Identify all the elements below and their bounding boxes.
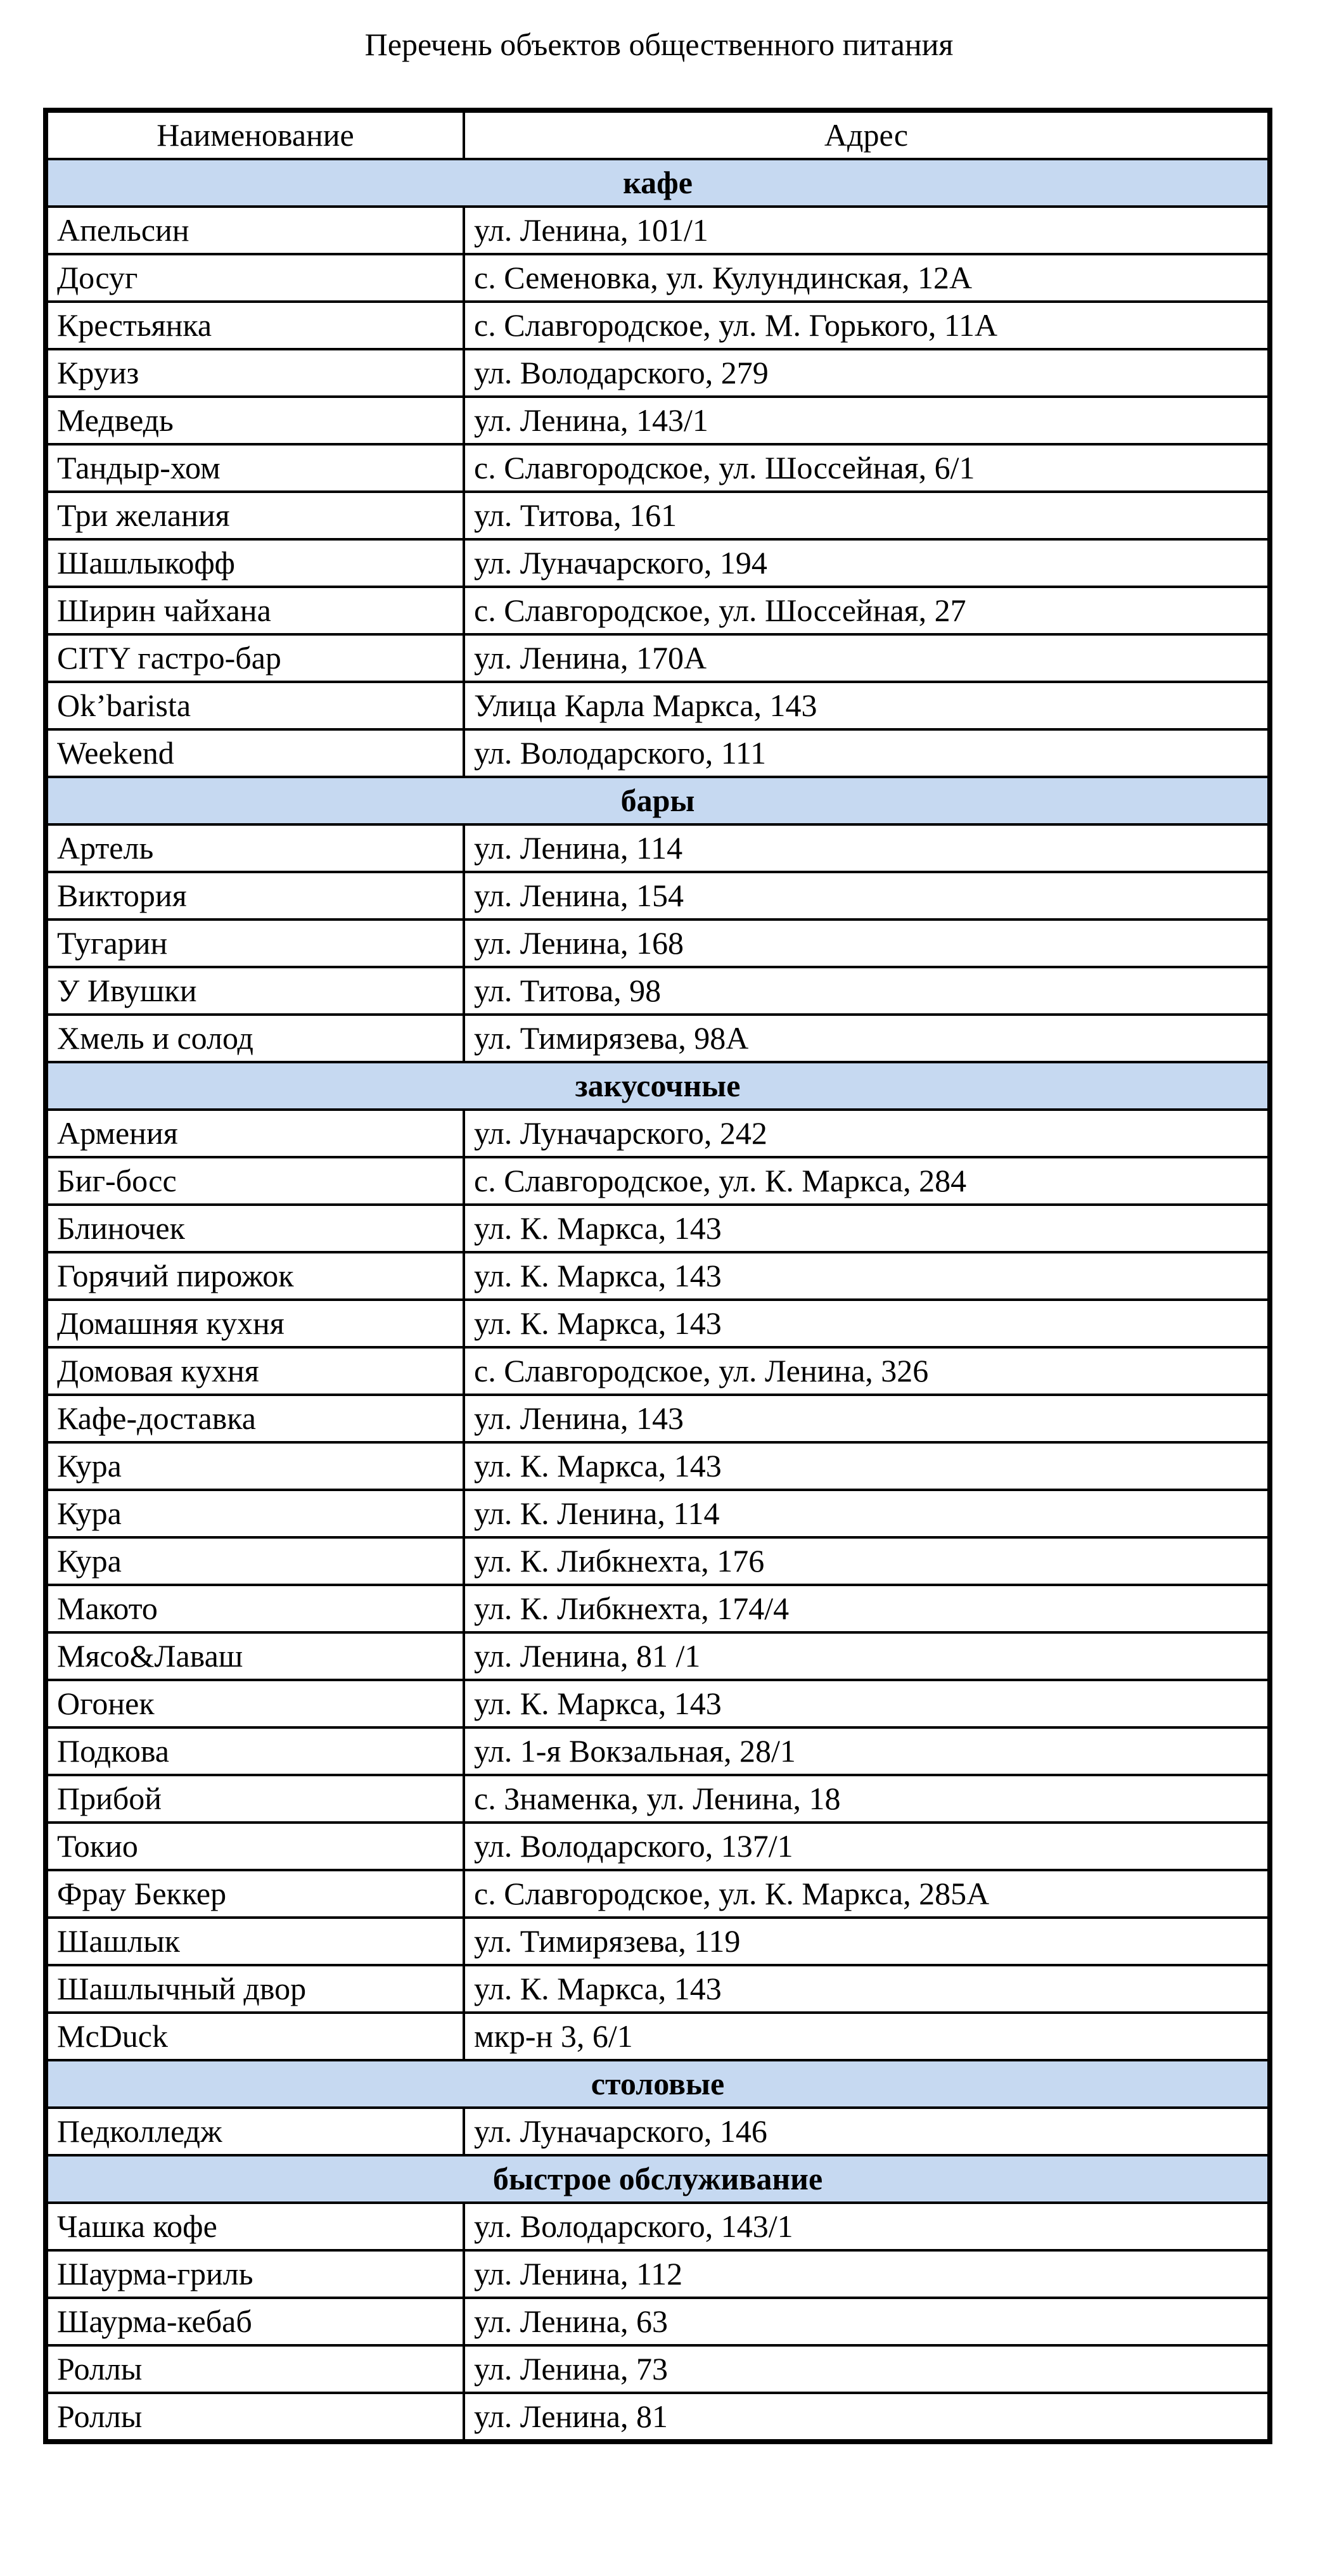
section-heading: кафе [46, 159, 1270, 207]
cell-address: с. Славгородское, ул. Ленина, 326 [464, 1347, 1270, 1395]
table-row [46, 2250, 1270, 2298]
section-row [46, 2060, 1270, 2108]
section-row [46, 159, 1270, 207]
cell-name: Артель [46, 824, 464, 872]
cell-address: ул. Ленина, 63 [464, 2298, 1270, 2345]
table-row [46, 2298, 1270, 2345]
table-row [46, 444, 1270, 492]
cell-address: с. Семеновка, ул. Кулундинская, 12А [464, 254, 1270, 302]
cell-name: Подкова [46, 1727, 464, 1775]
table-row [46, 207, 1270, 254]
cell-name: Огонек [46, 1680, 464, 1727]
cell-address: ул. Ленина, 114 [464, 824, 1270, 872]
cell-name: Виктория [46, 872, 464, 920]
column-header-address: Адрес [464, 110, 1270, 159]
page-title: Перечень объектов общественного питания [364, 27, 954, 62]
cell-address: с. Славгородское, ул. М. Горького, 11А [464, 302, 1270, 349]
table-row [46, 1442, 1270, 1490]
table-row [46, 1015, 1270, 1062]
cell-address: ул. Луначарского, 242 [464, 1110, 1270, 1157]
table-row [46, 1585, 1270, 1632]
table-row [46, 1727, 1270, 1775]
cell-address: ул. Луначарского, 146 [464, 2108, 1270, 2155]
cell-name: Weekend [46, 729, 464, 777]
cell-name: Крестьянка [46, 302, 464, 349]
cell-address: ул. К. Маркса, 143 [464, 1680, 1270, 1727]
establishments-table-container [43, 108, 1267, 2444]
cell-address: ул. К. Маркса, 143 [464, 1442, 1270, 1490]
cell-address: ул. К. Ленина, 114 [464, 1490, 1270, 1537]
cell-address: ул. Ленина, 168 [464, 920, 1270, 967]
table-row [46, 634, 1270, 682]
cell-name: Мясо&Лаваш [46, 1632, 464, 1680]
table-row [46, 1110, 1270, 1157]
column-header-name: Наименование [46, 110, 464, 159]
cell-address: ул. Володарского, 137/1 [464, 1823, 1270, 1870]
cell-address: с. Славгородское, ул. Шоссейная, 27 [464, 587, 1270, 634]
cell-address: ул. Ленина, 112 [464, 2250, 1270, 2298]
table-row [46, 1918, 1270, 1965]
cell-address: ул. 1-я Вокзальная, 28/1 [464, 1727, 1270, 1775]
cell-name: Ok’barista [46, 682, 464, 729]
cell-address: ул. Володарского, 279 [464, 349, 1270, 397]
cell-address: ул. Ленина, 154 [464, 872, 1270, 920]
table-row [46, 1395, 1270, 1442]
cell-address: ул. К. Маркса, 143 [464, 1965, 1270, 2013]
cell-name: Биг-босс [46, 1157, 464, 1205]
cell-address: ул. Ленина, 101/1 [464, 207, 1270, 254]
table-header-row [46, 110, 1270, 159]
section-heading: бары [46, 777, 1270, 824]
cell-name: Шашлыкофф [46, 539, 464, 587]
section-heading: закусочные [46, 1062, 1270, 1110]
table-row [46, 682, 1270, 729]
cell-name: Круиз [46, 349, 464, 397]
cell-name: Токио [46, 1823, 464, 1870]
table-row [46, 2013, 1270, 2060]
cell-address: ул. Луначарского, 194 [464, 539, 1270, 587]
table-row [46, 539, 1270, 587]
cell-name: Ширин чайхана [46, 587, 464, 634]
table-row [46, 2345, 1270, 2393]
cell-name: Три желания [46, 492, 464, 539]
cell-address: ул. Ленина, 143/1 [464, 397, 1270, 444]
cell-name: CITY гастро-бар [46, 634, 464, 682]
cell-name: Домашняя кухня [46, 1300, 464, 1347]
cell-name: Шашлык [46, 1918, 464, 1965]
section-row [46, 1062, 1270, 1110]
cell-address: ул. Титова, 161 [464, 492, 1270, 539]
table-row [46, 824, 1270, 872]
table-row [46, 1965, 1270, 2013]
cell-address: ул. Ленина, 143 [464, 1395, 1270, 1442]
table-row [46, 1157, 1270, 1205]
cell-name: Горячий пирожок [46, 1252, 464, 1300]
cell-name: У Ивушки [46, 967, 464, 1015]
table-row [46, 1347, 1270, 1395]
cell-address: с. Славгородское, ул. Шоссейная, 6/1 [464, 444, 1270, 492]
table-row [46, 1205, 1270, 1252]
table-row [46, 2108, 1270, 2155]
cell-address: мкр-н 3, 6/1 [464, 2013, 1270, 2060]
cell-name: Хмель и солод [46, 1015, 464, 1062]
table-row [46, 492, 1270, 539]
cell-address: Улица Карла Маркса, 143 [464, 682, 1270, 729]
table-row [46, 1490, 1270, 1537]
cell-name: Кура [46, 1442, 464, 1490]
table-row [46, 2203, 1270, 2250]
cell-name: Шашлычный двор [46, 1965, 464, 2013]
cell-address: ул. К. Маркса, 143 [464, 1300, 1270, 1347]
table-row [46, 1300, 1270, 1347]
table-body [46, 159, 1270, 2442]
table-row [46, 1775, 1270, 1823]
table-row [46, 302, 1270, 349]
cell-name: Кура [46, 1490, 464, 1537]
cell-address: ул. Ленина, 81 /1 [464, 1632, 1270, 1680]
table-row [46, 1823, 1270, 1870]
cell-address: ул. Тимирязева, 119 [464, 1918, 1270, 1965]
table-row [46, 397, 1270, 444]
table-row [46, 1680, 1270, 1727]
table-row [46, 920, 1270, 967]
cell-address: ул. Титова, 98 [464, 967, 1270, 1015]
cell-address: ул. Тимирязева, 98А [464, 1015, 1270, 1062]
cell-name: Педколледж [46, 2108, 464, 2155]
cell-address: ул. К. Маркса, 143 [464, 1205, 1270, 1252]
cell-name: Фрау Беккер [46, 1870, 464, 1918]
section-heading: быстрое обслуживание [46, 2155, 1270, 2203]
table-row [46, 2393, 1270, 2442]
table-row [46, 1252, 1270, 1300]
cell-name: Кафе-доставка [46, 1395, 464, 1442]
section-heading: столовые [46, 2060, 1270, 2108]
cell-name: Чашка кофе [46, 2203, 464, 2250]
establishments-table [43, 108, 1272, 2444]
cell-name: Шаурма-кебаб [46, 2298, 464, 2345]
table-row [46, 1870, 1270, 1918]
cell-name: Тандыр-хом [46, 444, 464, 492]
table-row [46, 1632, 1270, 1680]
cell-address: ул. Володарского, 143/1 [464, 2203, 1270, 2250]
cell-address: с. Славгородское, ул. К. Маркса, 285А [464, 1870, 1270, 1918]
table-row [46, 729, 1270, 777]
cell-name: Блиночек [46, 1205, 464, 1252]
cell-address: с. Славгородское, ул. К. Маркса, 284 [464, 1157, 1270, 1205]
cell-address: ул. К. Маркса, 143 [464, 1252, 1270, 1300]
table-row [46, 349, 1270, 397]
cell-address: ул. Ленина, 81 [464, 2393, 1270, 2442]
cell-name: McDuck [46, 2013, 464, 2060]
cell-address: ул. Ленина, 170А [464, 634, 1270, 682]
cell-name: Апельсин [46, 207, 464, 254]
cell-name: Медведь [46, 397, 464, 444]
cell-name: Прибой [46, 1775, 464, 1823]
cell-address: ул. К. Либкнехта, 176 [464, 1537, 1270, 1585]
table-row [46, 872, 1270, 920]
cell-name: Досуг [46, 254, 464, 302]
cell-address: ул. К. Либкнехта, 174/4 [464, 1585, 1270, 1632]
cell-name: Роллы [46, 2345, 464, 2393]
table-row [46, 1537, 1270, 1585]
cell-name: Шаурма-гриль [46, 2250, 464, 2298]
cell-name: Кура [46, 1537, 464, 1585]
section-row [46, 777, 1270, 824]
section-row [46, 2155, 1270, 2203]
table-row [46, 587, 1270, 634]
cell-address: ул. Володарского, 111 [464, 729, 1270, 777]
table-row [46, 967, 1270, 1015]
cell-name: Домовая кухня [46, 1347, 464, 1395]
cell-address: с. Знаменка, ул. Ленина, 18 [464, 1775, 1270, 1823]
cell-name: Тугарин [46, 920, 464, 967]
table-row [46, 254, 1270, 302]
cell-name: Роллы [46, 2393, 464, 2442]
cell-name: Армения [46, 1110, 464, 1157]
cell-address: ул. Ленина, 73 [464, 2345, 1270, 2393]
cell-name: Макото [46, 1585, 464, 1632]
